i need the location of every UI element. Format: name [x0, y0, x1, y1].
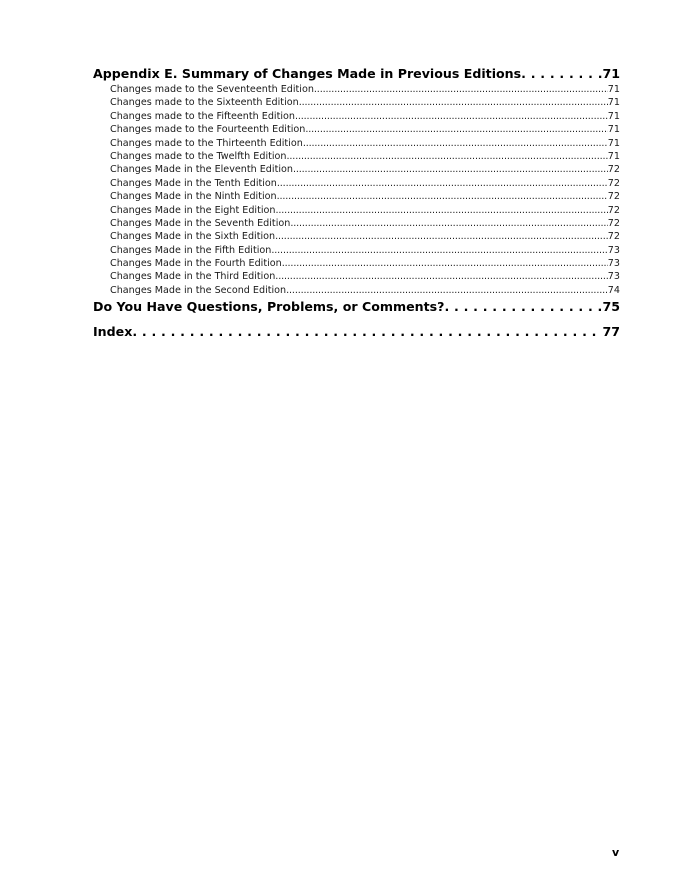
toc-subentry-page: 72: [607, 204, 620, 216]
toc-subentry[interactable]: [93, 270, 620, 283]
dot-leader: [305, 123, 607, 136]
toc-entry-index[interactable]: [93, 322, 620, 341]
toc-subentry[interactable]: [93, 257, 620, 270]
toc-subentry-title: Changes Made in the Tenth Edition: [110, 177, 277, 189]
toc-subentry[interactable]: [93, 96, 620, 109]
table-of-contents: [93, 64, 620, 341]
toc-subentry-page: 72: [607, 217, 620, 229]
toc-subentry-title: Changes made to the Seventeenth Edition: [110, 84, 314, 95]
dot-leader: [314, 83, 608, 96]
toc-entry-title: Index: [93, 324, 133, 340]
toc-subentry-title: Changes Made in the Ninth Edition: [110, 191, 277, 203]
dot-leader: [271, 244, 607, 257]
toc-subentry-page: 71: [607, 150, 620, 162]
toc-subentry[interactable]: [93, 163, 620, 176]
toc-subentry-title: Changes made to the Fifteenth Edition: [110, 110, 295, 122]
toc-subentry-page: 73: [607, 271, 620, 283]
toc-entry-appendix-e[interactable]: [93, 64, 620, 83]
toc-entry-page: 75: [602, 299, 620, 315]
dot-leader: [277, 190, 608, 203]
toc-subentry-title: Changes Made in the Sixth Edition: [110, 231, 276, 243]
toc-subentry[interactable]: [93, 244, 620, 257]
dot-leader: [293, 163, 608, 176]
toc-entry-page: 71: [602, 66, 620, 81]
dot-leader: [295, 110, 608, 123]
dot-leader: [444, 297, 602, 316]
toc-subentry[interactable]: [93, 123, 620, 136]
appendix-e-subentries: [93, 83, 620, 297]
toc-entry-title: Do You Have Questions, Problems, or Comments?: [93, 299, 445, 315]
toc-subentry[interactable]: [93, 137, 620, 150]
toc-subentry-page: 71: [607, 97, 620, 109]
toc-entry-title: Appendix E. Summary of Changes Made in Previous Editions: [93, 66, 522, 81]
toc-subentry-title: Changes made to the Twelfth Edition: [110, 150, 287, 162]
toc-subentry-page: 71: [607, 110, 620, 122]
toc-entry-questions[interactable]: [93, 297, 620, 316]
toc-subentry-title: Changes made to the Fourteenth Edition: [110, 124, 306, 136]
toc-subentry-page: 71: [607, 84, 620, 95]
toc-subentry-title: Changes Made in the Fourth Edition: [110, 258, 282, 270]
dot-leader: [286, 284, 608, 297]
toc-subentry-title: Changes Made in the Second Edition: [110, 284, 287, 296]
toc-subentry-page: 72: [607, 177, 620, 189]
dot-leader: [290, 217, 607, 230]
toc-subentry-page: 72: [607, 191, 620, 203]
toc-subentry[interactable]: [93, 83, 620, 96]
toc-entry-page: 77: [602, 324, 620, 340]
toc-subentry-page: 74: [607, 284, 620, 296]
toc-subentry-page: 73: [607, 244, 620, 256]
dot-leader: [275, 230, 608, 243]
toc-subentry-page: 72: [607, 231, 620, 243]
toc-subentry-title: Changes Made in the Eight Edition: [110, 204, 276, 216]
toc-subentry-page: 72: [607, 164, 620, 176]
dot-leader: [132, 322, 602, 341]
toc-subentry-title: Changes made to the Thirteenth Edition: [110, 137, 303, 149]
page-number: v: [612, 846, 620, 859]
dot-leader: [521, 64, 602, 83]
dot-leader: [299, 96, 608, 109]
dot-leader: [275, 270, 607, 283]
toc-subentry-page: 71: [607, 124, 620, 136]
toc-subentry[interactable]: [93, 110, 620, 123]
toc-subentry[interactable]: [93, 177, 620, 190]
toc-subentry[interactable]: [93, 204, 620, 217]
dot-leader: [287, 150, 608, 163]
toc-subentry-title: Changes made to the Sixteenth Edition: [110, 97, 299, 109]
toc-subentry[interactable]: [93, 284, 620, 297]
toc-subentry-page: 73: [607, 258, 620, 270]
toc-subentry-title: Changes Made in the Seventh Edition: [110, 217, 291, 229]
dot-leader: [275, 204, 607, 217]
toc-subentry[interactable]: [93, 190, 620, 203]
toc-subentry-page: 71: [607, 137, 620, 149]
toc-subentry-title: Changes Made in the Fifth Edition: [110, 244, 272, 256]
toc-subentry-title: Changes Made in the Third Edition: [110, 271, 276, 283]
dot-leader: [277, 177, 608, 190]
toc-subentry-title: Changes Made in the Eleventh Edition: [110, 164, 293, 176]
toc-subentry[interactable]: [93, 230, 620, 243]
toc-subentry[interactable]: [93, 150, 620, 163]
dot-leader: [303, 137, 608, 150]
toc-subentry[interactable]: [93, 217, 620, 230]
dot-leader: [282, 257, 608, 270]
